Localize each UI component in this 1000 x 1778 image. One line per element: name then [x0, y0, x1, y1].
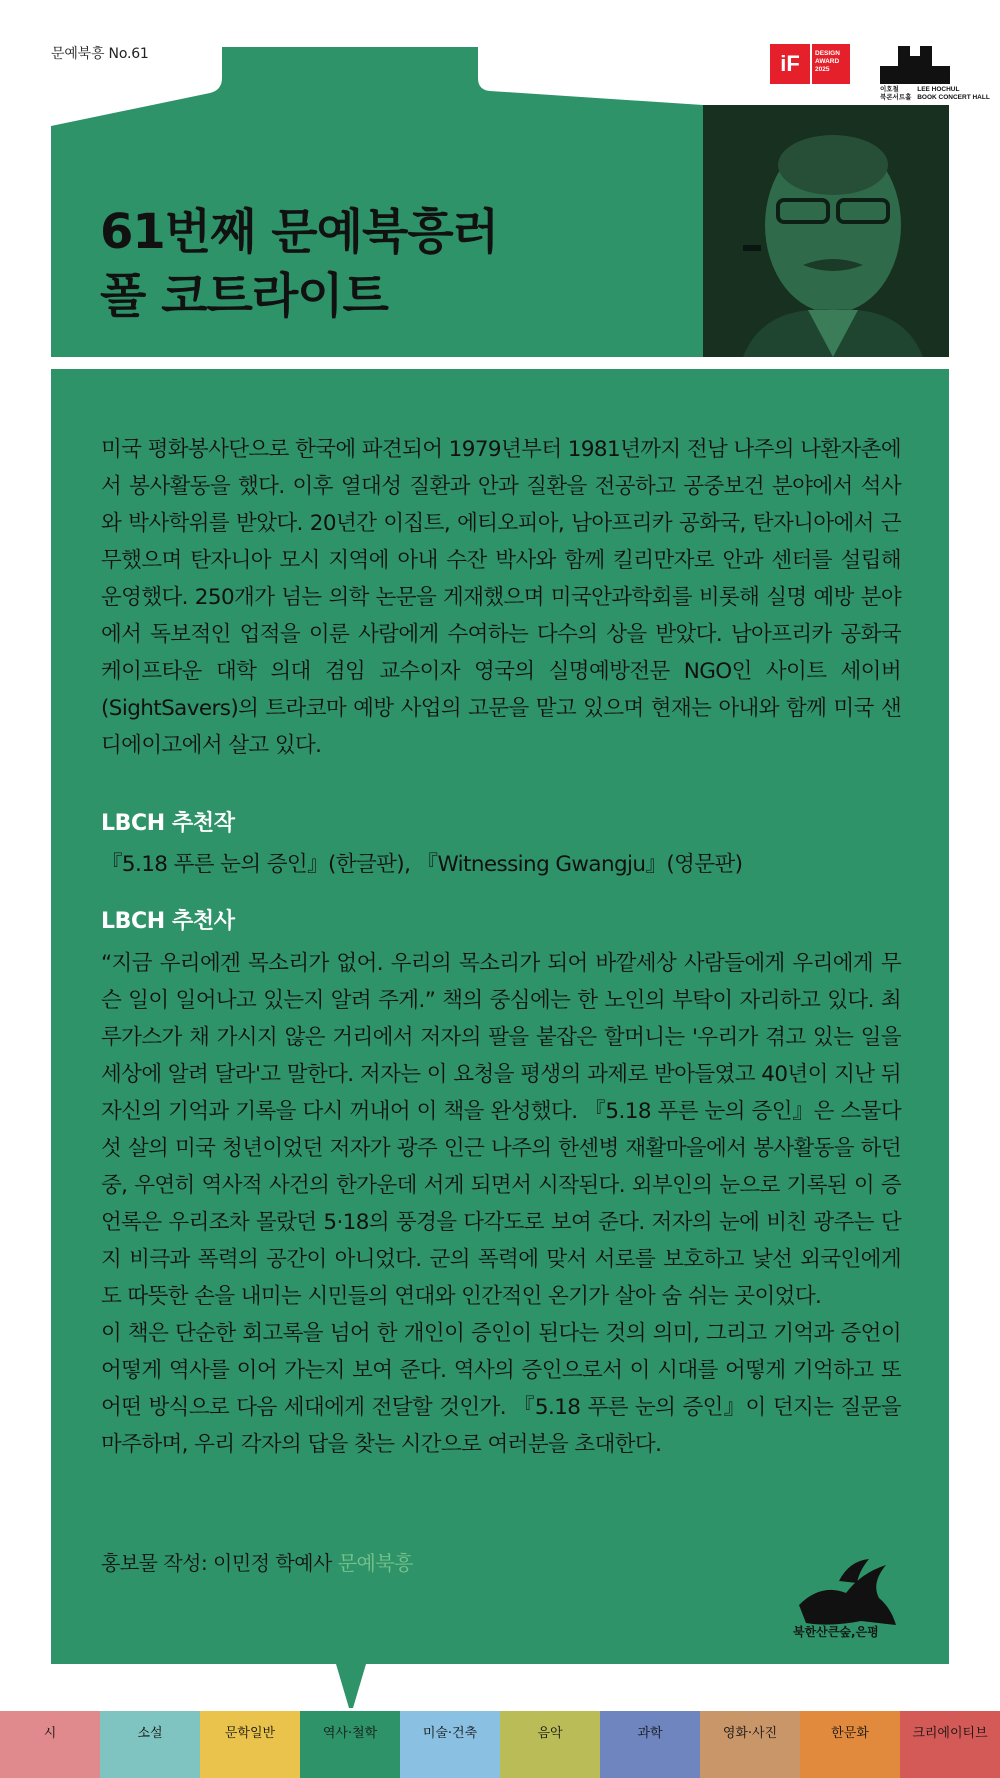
credit-line [101, 1547, 413, 1576]
category-literature-general[interactable]: 문학일반 [200, 1711, 300, 1778]
category-fiction[interactable]: 소설 [100, 1711, 200, 1778]
category-music[interactable]: 음악 [500, 1711, 600, 1778]
category-poetry[interactable]: 시 [0, 1711, 100, 1778]
recommendation-paragraph-1: “지금 우리에겐 목소리가 없어. 우리의 목소리가 되어 바깥세상 사람들에게 우리에게 무슨 일이 일어나고 있는지 알려 주게.” 책의 중심에는 한 노인의 부탁이 자리하고 있다. 최루가스가 채 가시지 않은 거리에서 저자의 팔을 붙잡은 할머니는 '우리가 겪고 있는 일을 세상에 알려 달라'고 말한다. 저자는 이 요청을 평생의 과제로 받아들였고 40년이 지난 뒤 자신의 기억과 기록을 다시 꺼내어 이 책을 완성했다. 『5.18 푸른 눈의 증인』은 스물다섯 살의 미국 청년이었던 저자가 광주 인근 나주의 한센병 재활마을에서 봉사활동을 하던 중, 우연히 역사적 사건의 한가운데 서게 되면서 시작된다. 외부인의 눈으로 기록된 이 증언록은 우리조차 몰랐던 5·18의 풍경을 다각도로 보여 준다. 저자의 눈에 비친 광주는 단지 비극과 폭력의 공간이 아니었다. 군의 폭력에 맞서 서로를 보호하고 낯선 외국인에게도 따뜻한 손을 내미는 시민들의 연대와 인간적인 온기가 살아 숨 쉬는 곳이었다. [101, 951, 901, 1309]
category-history-philosophy[interactable]: 역사·철학 [300, 1711, 400, 1778]
recommendation-paragraph-2: 이 책은 단순한 회고록을 넘어 한 개인이 증인이 된다는 것의 의미, 그리고 기억과 증언이 어떻게 역사를 이어 가는지 보여 준다. 역사의 증인으로서 이 시대를 어떻게 기억하고 또 어떤 방식으로 다음 세대에게 전달할 것인가. 『5.18 푸른 눈의 증인』이 던지는 질문을 마주하며, 우리 각자의 답을 찾는 시간으로 여러분을 초대한다. [101, 1321, 901, 1457]
if-award-text: DESIGN AWARD 2025 [812, 44, 850, 84]
category-korean-culture[interactable]: 한문화 [800, 1711, 900, 1778]
category-creative[interactable]: 크리에이티브 [900, 1711, 1000, 1778]
recommended-book-text: 『5.18 푸른 눈의 증인』(한글판), 『Witnessing Gwangju』(영문판) [101, 852, 743, 877]
series-label: 문예북흥 No.61 [51, 46, 149, 62]
credit-org: 문예북흥 [337, 1551, 413, 1575]
portrait-photo [703, 105, 949, 357]
recommendation-text [101, 945, 901, 1463]
forest-logo-name: 북한산큰숲,은평 [793, 1625, 879, 1639]
category-art-architecture[interactable]: 미술·건축 [400, 1711, 500, 1778]
lbch-caption: 이호철 북콘서트홀 LEE HOCHUL BOOK CONCERT HALL [880, 86, 990, 101]
category-film-photo[interactable]: 영화·사진 [700, 1711, 800, 1778]
author-bio: 미국 평화봉사단으로 한국에 파견되어 1979년부터 1981년까지 전남 나주의 나환자촌에서 봉사활동을 했다. 이후 열대성 질환과 안과 질환을 전공하고 공중보건 분야에서 석사와 박사학위를 받았다. 20년간 이집트, 에티오피아, 남아프리카 공화국, 탄자니아에서 근무했으며 탄자니아 모시 지역에 아내 수잔 박사와 함께 킬리만자로 안과 센터를 설립해 운영했다. 250개가 넘는 의학 논문을 게재했으며 미국안과학회를 비롯해 실명 예방 분야에서 독보적인 업적을 이룬 사람에게 수여하는 다수의 상을 받았다. 남아프리카 공화국 케이프타운 대학 의대 겸임 교수이자 영국의 실명예방전문 NGO인 사이트 세이버(SightSavers)의 트라코마 예방 사업의 고문을 맡고 있으며 현재는 아내와 함께 미국 샌디에이고에서 살고 있다. [101, 437, 901, 758]
credit-author: 홍보물 작성: 이민정 학예사 [101, 1551, 332, 1575]
if-mark: iF [770, 44, 810, 84]
content-panel [51, 369, 949, 1664]
recommended-book-heading: LBCH 추천작 [101, 811, 235, 836]
recommendation-heading: LBCH 추천사 [101, 909, 235, 934]
author-portrait [703, 105, 949, 357]
page-title: 61번째 문예북흥러 폴 코트라이트 [100, 204, 499, 324]
category-science[interactable]: 과학 [600, 1711, 700, 1778]
category-pointer [336, 1664, 366, 1712]
category-bar [0, 1711, 1000, 1778]
